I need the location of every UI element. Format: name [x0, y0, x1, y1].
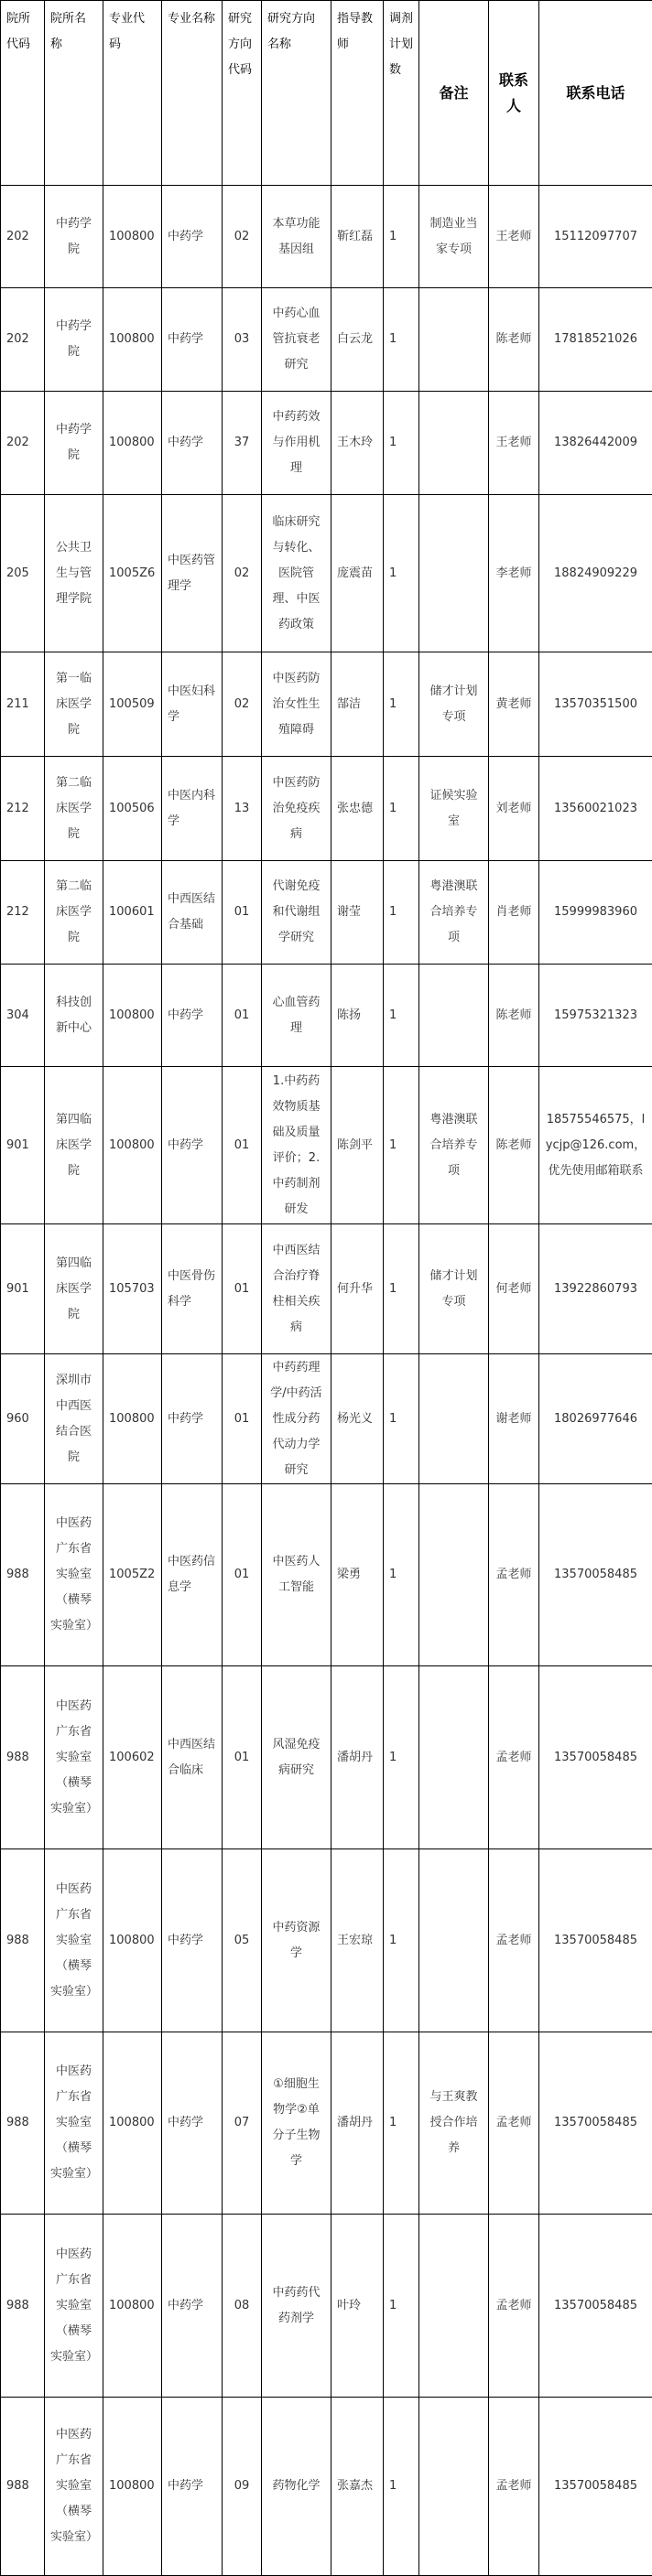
major-name-cell: 中药学 — [162, 186, 223, 288]
advisor-cell: 陈剑平 — [331, 1067, 384, 1224]
direction-code-cell: 01 — [223, 1224, 262, 1354]
inst-code-cell: 901 — [1, 1224, 45, 1354]
inst-code-cell: 988 — [1, 2032, 45, 2215]
phone-cell: 18824909229 — [539, 495, 652, 652]
advisor-cell: 张忠德 — [331, 757, 384, 861]
major-name-cell: 中药学 — [162, 2032, 223, 2215]
header-inst-name: 院所名称 — [45, 1, 103, 186]
advisor-cell: 陈扬 — [331, 965, 384, 1067]
inst-name-cell: 中药学院 — [45, 186, 103, 288]
header-note: 备注 — [419, 1, 489, 186]
phone-cell: 13570058485 — [539, 2398, 652, 2576]
header-advisor: 指导教师 — [331, 1, 384, 186]
inst-name-cell: 第一临床医学院 — [45, 652, 103, 757]
plan-count-cell: 1 — [384, 2032, 419, 2215]
plan-count-cell: 1 — [384, 1849, 419, 2032]
major-code-cell: 105703 — [103, 1224, 162, 1354]
advisor-cell: 杨光义 — [331, 1354, 384, 1484]
header-plan-count: 调剂计划数 — [384, 1, 419, 186]
table-row — [1, 1067, 652, 1224]
phone-cell: 15975321323 — [539, 965, 652, 1067]
plan-count-cell: 1 — [384, 1224, 419, 1354]
phone-cell: 13570351500 — [539, 652, 652, 757]
advisor-cell: 郜洁 — [331, 652, 384, 757]
major-code-cell: 100800 — [103, 965, 162, 1067]
advisor-cell: 潘胡丹 — [331, 2032, 384, 2215]
table-row — [1, 2398, 652, 2576]
advisor-cell: 梁勇 — [331, 1484, 384, 1666]
contact-cell: 孟老师 — [489, 1484, 539, 1666]
plan-count-cell: 1 — [384, 652, 419, 757]
note-cell — [419, 1354, 489, 1484]
direction-code-cell: 07 — [223, 2032, 262, 2215]
advisor-cell: 谢莹 — [331, 861, 384, 965]
direction-name-cell: 药物化学 — [262, 2398, 331, 2576]
inst-name-cell: 中药学院 — [45, 288, 103, 392]
advisor-cell: 王宏琼 — [331, 1849, 384, 2032]
major-code-cell: 1005Z2 — [103, 1484, 162, 1666]
direction-code-cell: 02 — [223, 495, 262, 652]
note-cell — [419, 495, 489, 652]
inst-code-cell: 211 — [1, 652, 45, 757]
contact-cell: 何老师 — [489, 1224, 539, 1354]
plan-count-cell: 1 — [384, 1354, 419, 1484]
header-major-code: 专业代码 — [103, 1, 162, 186]
direction-name-cell: 临床研究与转化、医院管理、中医药政策 — [262, 495, 331, 652]
table-row — [1, 1484, 652, 1666]
plan-count-cell: 1 — [384, 2215, 419, 2398]
inst-code-cell: 988 — [1, 1666, 45, 1849]
table-row — [1, 186, 652, 288]
table-row — [1, 1354, 652, 1484]
plan-count-cell: 1 — [384, 1666, 419, 1849]
direction-code-cell: 01 — [223, 1354, 262, 1484]
direction-name-cell: 中药资源学 — [262, 1849, 331, 2032]
direction-name-cell: 中药药代药剂学 — [262, 2215, 331, 2398]
inst-code-cell: 202 — [1, 392, 45, 495]
major-code-cell: 100800 — [103, 186, 162, 288]
direction-code-cell: 09 — [223, 2398, 262, 2576]
direction-code-cell: 02 — [223, 652, 262, 757]
direction-name-cell: 本草功能基因组 — [262, 186, 331, 288]
major-name-cell: 中西医结合基础 — [162, 861, 223, 965]
plan-count-cell: 1 — [384, 965, 419, 1067]
direction-name-cell: 中药心血管抗衰老研究 — [262, 288, 331, 392]
inst-name-cell: 中医药广东省实验室（横琴实验室） — [45, 1666, 103, 1849]
major-name-cell: 中药学 — [162, 2215, 223, 2398]
direction-name-cell: 风湿免疫病研究 — [262, 1666, 331, 1849]
major-name-cell: 中药学 — [162, 392, 223, 495]
plan-count-cell: 1 — [384, 757, 419, 861]
major-name-cell: 中药学 — [162, 288, 223, 392]
phone-cell: 13570058485 — [539, 1849, 652, 2032]
note-cell: 证候实验室 — [419, 757, 489, 861]
phone-cell: 18575546575，lycjp@126.com，优先使用邮箱联系 — [539, 1067, 652, 1224]
inst-code-cell: 202 — [1, 186, 45, 288]
contact-cell: 孟老师 — [489, 2215, 539, 2398]
table-row — [1, 652, 652, 757]
inst-code-cell: 988 — [1, 1484, 45, 1666]
advisor-cell: 王木玲 — [331, 392, 384, 495]
contact-cell: 孟老师 — [489, 1666, 539, 1849]
direction-code-cell: 01 — [223, 1666, 262, 1849]
inst-name-cell: 第二临床医学院 — [45, 861, 103, 965]
inst-name-cell: 第四临床医学院 — [45, 1067, 103, 1224]
table-row — [1, 1849, 652, 2032]
advisor-cell: 白云龙 — [331, 288, 384, 392]
note-cell — [419, 288, 489, 392]
note-cell — [419, 1849, 489, 2032]
major-code-cell: 1005Z6 — [103, 495, 162, 652]
plan-count-cell: 1 — [384, 495, 419, 652]
direction-code-cell: 37 — [223, 392, 262, 495]
plan-count-cell: 1 — [384, 288, 419, 392]
major-name-cell: 中医药信息学 — [162, 1484, 223, 1666]
direction-code-cell: 05 — [223, 1849, 262, 2032]
direction-code-cell: 01 — [223, 1484, 262, 1666]
advisor-cell: 靳红磊 — [331, 186, 384, 288]
major-code-cell: 100602 — [103, 1666, 162, 1849]
plan-count-cell: 1 — [384, 186, 419, 288]
note-cell: 制造业当家专项 — [419, 186, 489, 288]
direction-code-cell: 01 — [223, 965, 262, 1067]
contact-cell: 王老师 — [489, 186, 539, 288]
major-name-cell: 中医妇科学 — [162, 652, 223, 757]
direction-name-cell: 中药药理学/中药活性成分药代动力学研究 — [262, 1354, 331, 1484]
contact-cell: 孟老师 — [489, 2032, 539, 2215]
direction-name-cell: 中医药人工智能 — [262, 1484, 331, 1666]
major-code-cell: 100800 — [103, 392, 162, 495]
plan-count-cell: 1 — [384, 1067, 419, 1224]
contact-cell: 王老师 — [489, 392, 539, 495]
phone-cell: 13826442009 — [539, 392, 652, 495]
advisor-cell: 张嘉杰 — [331, 2398, 384, 2576]
note-cell — [419, 1666, 489, 1849]
direction-name-cell: 中西医结合治疗脊柱相关疾病 — [262, 1224, 331, 1354]
major-code-cell: 100506 — [103, 757, 162, 861]
inst-name-cell: 第四临床医学院 — [45, 1224, 103, 1354]
header-major-name: 专业名称 — [162, 1, 223, 186]
phone-cell: 17818521026 — [539, 288, 652, 392]
phone-cell: 13922860793 — [539, 1224, 652, 1354]
major-name-cell: 中医内科学 — [162, 757, 223, 861]
major-name-cell: 中药学 — [162, 1849, 223, 2032]
note-cell: 粤港澳联合培养专项 — [419, 1067, 489, 1224]
contact-cell: 谢老师 — [489, 1354, 539, 1484]
table-row — [1, 861, 652, 965]
table-row — [1, 495, 652, 652]
major-code-cell: 100800 — [103, 2215, 162, 2398]
plan-count-cell: 1 — [384, 392, 419, 495]
inst-code-cell: 202 — [1, 288, 45, 392]
table-row — [1, 392, 652, 495]
direction-code-cell: 02 — [223, 186, 262, 288]
note-cell — [419, 965, 489, 1067]
direction-name-cell: 1.中药药效物质基础及质量评价；2.中药制剂研发 — [262, 1067, 331, 1224]
major-name-cell: 中药学 — [162, 1354, 223, 1484]
phone-cell: 18026977646 — [539, 1354, 652, 1484]
inst-name-cell: 深圳市中西医结合医院 — [45, 1354, 103, 1484]
contact-cell: 黄老师 — [489, 652, 539, 757]
header-phone: 联系电话 — [539, 1, 652, 186]
direction-code-cell: 01 — [223, 1067, 262, 1224]
major-name-cell: 中药学 — [162, 965, 223, 1067]
table-row — [1, 288, 652, 392]
inst-code-cell: 988 — [1, 2215, 45, 2398]
header-inst-code: 院所代码 — [1, 1, 45, 186]
direction-name-cell: 心血管药理 — [262, 965, 331, 1067]
advisor-cell: 潘胡丹 — [331, 1666, 384, 1849]
plan-count-cell: 1 — [384, 861, 419, 965]
inst-code-cell: 212 — [1, 861, 45, 965]
contact-cell: 陈老师 — [489, 965, 539, 1067]
advisor-cell: 庞震苗 — [331, 495, 384, 652]
phone-cell: 15999983960 — [539, 861, 652, 965]
note-cell: 储才计划专项 — [419, 652, 489, 757]
inst-code-cell: 304 — [1, 965, 45, 1067]
inst-code-cell: 988 — [1, 1849, 45, 2032]
inst-code-cell: 205 — [1, 495, 45, 652]
inst-name-cell: 中医药广东省实验室（横琴实验室） — [45, 2032, 103, 2215]
inst-code-cell: 901 — [1, 1067, 45, 1224]
table-body — [1, 1, 652, 2576]
major-code-cell: 100800 — [103, 1849, 162, 2032]
direction-code-cell: 01 — [223, 861, 262, 965]
contact-cell: 李老师 — [489, 495, 539, 652]
table-row — [1, 1666, 652, 1849]
header-contact: 联系人 — [489, 1, 539, 186]
phone-cell: 13570058485 — [539, 1484, 652, 1666]
contact-cell: 陈老师 — [489, 288, 539, 392]
major-code-cell: 100800 — [103, 1354, 162, 1484]
major-name-cell: 中医骨伤科学 — [162, 1224, 223, 1354]
inst-name-cell: 中医药广东省实验室（横琴实验室） — [45, 2215, 103, 2398]
major-code-cell: 100800 — [103, 1067, 162, 1224]
note-cell: 粤港澳联合培养专项 — [419, 861, 489, 965]
note-cell — [419, 392, 489, 495]
inst-code-cell: 988 — [1, 2398, 45, 2576]
inst-name-cell: 中药学院 — [45, 392, 103, 495]
table-header-row — [1, 1, 652, 186]
note-cell — [419, 1484, 489, 1666]
header-direction-name: 研究方向名称 — [262, 1, 331, 186]
inst-name-cell: 中医药广东省实验室（横琴实验室） — [45, 1484, 103, 1666]
phone-cell: 13570058485 — [539, 2215, 652, 2398]
inst-code-cell: 960 — [1, 1354, 45, 1484]
major-code-cell: 100800 — [103, 2398, 162, 2576]
direction-name-cell: ①细胞生物学②单分子生物学 — [262, 2032, 331, 2215]
contact-cell: 陈老师 — [489, 1067, 539, 1224]
inst-name-cell: 中医药广东省实验室（横琴实验室） — [45, 2398, 103, 2576]
note-cell: 与王爽教授合作培养 — [419, 2032, 489, 2215]
direction-name-cell: 中医药防治免疫疾病 — [262, 757, 331, 861]
direction-name-cell: 中药药效与作用机理 — [262, 392, 331, 495]
major-name-cell: 中西医结合临床 — [162, 1666, 223, 1849]
major-code-cell: 100509 — [103, 652, 162, 757]
plan-count-cell: 1 — [384, 1484, 419, 1666]
major-code-cell: 100800 — [103, 2032, 162, 2215]
direction-code-cell: 03 — [223, 288, 262, 392]
direction-code-cell: 13 — [223, 757, 262, 861]
table-row — [1, 757, 652, 861]
inst-name-cell: 第二临床医学院 — [45, 757, 103, 861]
table-row — [1, 2032, 652, 2215]
contact-cell: 刘老师 — [489, 757, 539, 861]
note-cell — [419, 2398, 489, 2576]
major-name-cell: 中医药管理学 — [162, 495, 223, 652]
inst-name-cell: 科技创新中心 — [45, 965, 103, 1067]
advisor-cell: 何升华 — [331, 1224, 384, 1354]
phone-cell: 13570058485 — [539, 1666, 652, 1849]
contact-cell: 肖老师 — [489, 861, 539, 965]
note-cell: 储才计划专项 — [419, 1224, 489, 1354]
inst-name-cell: 公共卫生与管理学院 — [45, 495, 103, 652]
table-row — [1, 965, 652, 1067]
major-name-cell: 中药学 — [162, 2398, 223, 2576]
phone-cell: 13570058485 — [539, 2032, 652, 2215]
direction-name-cell: 代谢免疫和代谢组学研究 — [262, 861, 331, 965]
contact-cell: 孟老师 — [489, 2398, 539, 2576]
inst-code-cell: 212 — [1, 757, 45, 861]
direction-name-cell: 中医药防治女性生殖障碍 — [262, 652, 331, 757]
header-direction-code: 研究方向代码 — [223, 1, 262, 186]
table-row — [1, 1224, 652, 1354]
advisor-cell: 叶玲 — [331, 2215, 384, 2398]
major-name-cell: 中药学 — [162, 1067, 223, 1224]
table-row — [1, 2215, 652, 2398]
note-cell — [419, 2215, 489, 2398]
plan-count-cell: 1 — [384, 2398, 419, 2576]
major-code-cell: 100601 — [103, 861, 162, 965]
direction-code-cell: 08 — [223, 2215, 262, 2398]
major-code-cell: 100800 — [103, 288, 162, 392]
phone-cell: 15112097707 — [539, 186, 652, 288]
phone-cell: 13560021023 — [539, 757, 652, 861]
inst-name-cell: 中医药广东省实验室（横琴实验室） — [45, 1849, 103, 2032]
contact-cell: 孟老师 — [489, 1849, 539, 2032]
